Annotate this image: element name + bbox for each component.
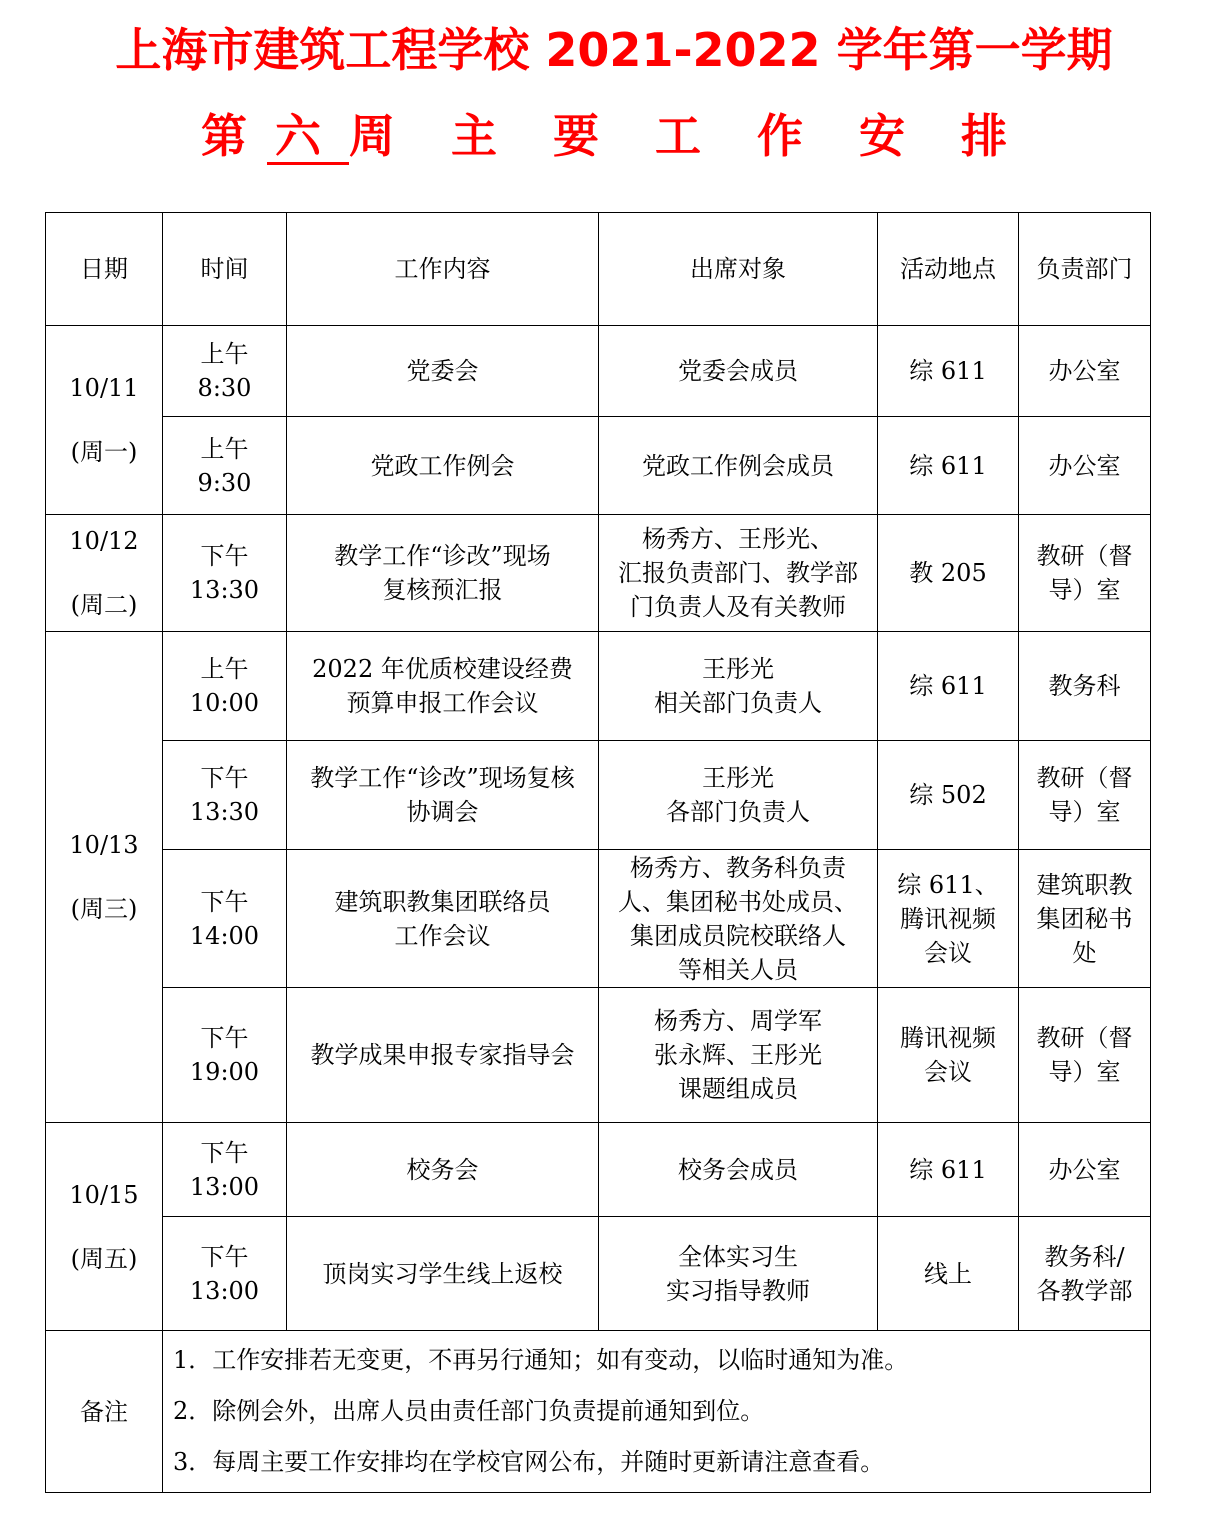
time-value: 13:00 xyxy=(189,1172,260,1201)
table-row xyxy=(46,741,1151,850)
header-attendees: 出席对象 xyxy=(599,213,878,326)
document-subtitle xyxy=(0,104,1228,168)
content-line: 协调会 xyxy=(406,798,479,826)
dept-line: 教务科 xyxy=(1048,672,1121,700)
attendees-line: 杨秀方、教务科负责 xyxy=(630,853,846,882)
time-cell xyxy=(163,326,287,417)
dept-cell xyxy=(1019,1217,1151,1331)
schedule-table xyxy=(45,212,1151,1493)
attendees-cell xyxy=(599,850,878,988)
content-line: 工作会议 xyxy=(394,921,491,950)
table-row xyxy=(46,1217,1151,1331)
table-row xyxy=(46,850,1151,988)
dept-line: 教研（督 xyxy=(1036,1024,1133,1052)
note-item: 2．除例会外，出席人员由责任部门负责提前通知到位。 xyxy=(173,1397,765,1425)
table-row xyxy=(46,632,1151,741)
attendees-line: 门负责人及有关教师 xyxy=(630,593,846,621)
subtitle-prefix: 第 xyxy=(200,109,267,163)
time-period: 下午 xyxy=(200,1138,249,1167)
date-value: 10/15 xyxy=(69,1180,139,1209)
time-cell xyxy=(163,1217,287,1331)
time-period: 下午 xyxy=(200,1242,249,1271)
dept-line: 处 xyxy=(1072,938,1097,967)
attendees-line: 等相关人员 xyxy=(678,955,798,984)
time-period: 下午 xyxy=(200,542,249,570)
table-row xyxy=(46,417,1151,515)
dept-line: 教务科/ xyxy=(1044,1242,1125,1271)
location-line: 腾讯视频 xyxy=(900,1024,996,1052)
dept-cell xyxy=(1019,417,1151,515)
header-location: 活动地点 xyxy=(878,213,1019,326)
dept-line: 导）室 xyxy=(1048,1058,1121,1086)
time-period: 上午 xyxy=(200,340,249,368)
date-cell xyxy=(46,632,163,1123)
header-row xyxy=(46,213,1151,326)
time-period: 下午 xyxy=(200,764,249,792)
content-cell xyxy=(287,741,599,850)
time-cell xyxy=(163,850,287,988)
attendees-line: 集团成员院校联络人 xyxy=(630,921,846,950)
week-number: 六 xyxy=(267,110,349,165)
weekday-value: (周五) xyxy=(70,1244,138,1273)
weekday-value: (周二) xyxy=(70,591,138,619)
dept-line: 建筑职教 xyxy=(1036,870,1133,899)
time-value: 13:00 xyxy=(189,1276,260,1305)
attendees-line: 杨秀方、王彤光、 xyxy=(642,525,834,553)
attendees-line: 王彤光 xyxy=(702,655,774,683)
attendees-cell xyxy=(599,741,878,850)
dept-line: 办公室 xyxy=(1048,357,1121,385)
content-line: 教学成果申报专家指导会 xyxy=(310,1041,575,1069)
time-cell xyxy=(163,1123,287,1217)
time-cell xyxy=(163,988,287,1123)
dept-cell xyxy=(1019,988,1151,1123)
content-line: 教学工作“诊改”现场复核 xyxy=(310,764,575,792)
dept-line: 导）室 xyxy=(1048,798,1121,826)
attendees-cell xyxy=(599,1217,878,1331)
time-period: 下午 xyxy=(200,887,249,916)
content-cell xyxy=(287,632,599,741)
content-line: 教学工作“诊改”现场 xyxy=(334,542,551,570)
note-item: 1．工作安排若无变更，不再另行通知；如有变动，以临时通知为准。 xyxy=(173,1346,909,1374)
content-cell xyxy=(287,988,599,1123)
attendees-line: 相关部门负责人 xyxy=(654,689,822,717)
dept-cell xyxy=(1019,1123,1151,1217)
location-cell xyxy=(878,988,1019,1123)
table-row xyxy=(46,988,1151,1123)
content-line: 复核预汇报 xyxy=(382,576,503,604)
time-cell xyxy=(163,417,287,515)
content-line: 党政工作例会 xyxy=(370,451,515,480)
attendees-line: 全体实习生 xyxy=(678,1242,798,1271)
dept-line: 办公室 xyxy=(1048,451,1121,480)
location-cell xyxy=(878,1217,1019,1331)
content-cell xyxy=(287,417,599,515)
dept-cell xyxy=(1019,741,1151,850)
location-cell xyxy=(878,741,1019,850)
dept-line: 办公室 xyxy=(1048,1155,1121,1184)
location-line: 会议 xyxy=(924,1058,972,1086)
content-line: 预算申报工作会议 xyxy=(346,689,539,717)
attendees-cell xyxy=(599,988,878,1123)
content-cell xyxy=(287,1217,599,1331)
date-value: 10/11 xyxy=(69,374,139,402)
attendees-cell xyxy=(599,326,878,417)
content-line: 2022 年优质校建设经费 xyxy=(312,655,573,683)
attendees-cell xyxy=(599,632,878,741)
date-value: 10/13 xyxy=(69,831,139,859)
table-row xyxy=(46,1123,1151,1217)
attendees-cell xyxy=(599,417,878,515)
location-line: 会议 xyxy=(924,938,972,967)
location-cell xyxy=(878,632,1019,741)
dept-line: 集团秘书 xyxy=(1036,904,1133,933)
location-cell xyxy=(878,1123,1019,1217)
attendees-cell xyxy=(599,515,878,632)
time-value: 8:30 xyxy=(197,374,252,402)
attendees-line: 实习指导教师 xyxy=(666,1276,810,1305)
notes-label: 备注 xyxy=(46,1331,163,1493)
dept-cell xyxy=(1019,326,1151,417)
location-line: 综 611 xyxy=(909,357,987,385)
time-value: 10:00 xyxy=(189,689,260,717)
dept-line: 教研（督 xyxy=(1036,542,1133,570)
content-cell xyxy=(287,850,599,988)
dept-line: 导）室 xyxy=(1048,576,1121,604)
content-line: 党委会 xyxy=(406,357,479,385)
content-cell xyxy=(287,515,599,632)
dept-line: 各教学部 xyxy=(1036,1276,1133,1305)
content-line: 建筑职教集团联络员 xyxy=(334,887,551,916)
location-cell xyxy=(878,515,1019,632)
attendees-line: 校务会成员 xyxy=(678,1155,798,1184)
attendees-line: 人、集团秘书处成员、 xyxy=(618,887,858,916)
location-line: 教 205 xyxy=(909,559,987,587)
dept-cell xyxy=(1019,632,1151,741)
content-cell xyxy=(287,326,599,417)
time-value: 19:00 xyxy=(189,1058,260,1086)
attendees-line: 党政工作例会成员 xyxy=(642,451,834,480)
weekday-value: (周三) xyxy=(70,895,138,923)
content-cell xyxy=(287,1123,599,1217)
time-value: 14:00 xyxy=(189,921,260,950)
location-cell xyxy=(878,326,1019,417)
attendees-cell xyxy=(599,1123,878,1217)
location-line: 综 502 xyxy=(909,781,987,809)
date-cell xyxy=(46,1123,163,1331)
header-dept: 负责部门 xyxy=(1019,213,1151,326)
attendees-line: 课题组成员 xyxy=(678,1075,798,1103)
time-value: 9:30 xyxy=(197,468,252,497)
table-row xyxy=(46,326,1151,417)
location-line: 综 611、 xyxy=(897,870,999,899)
date-cell xyxy=(46,515,163,632)
date-cell xyxy=(46,326,163,515)
location-line: 综 611 xyxy=(909,672,987,700)
time-period: 上午 xyxy=(200,434,249,463)
table-row xyxy=(46,515,1151,632)
location-line: 腾讯视频 xyxy=(900,904,996,933)
time-cell xyxy=(163,515,287,632)
dept-cell xyxy=(1019,515,1151,632)
location-cell xyxy=(878,417,1019,515)
time-value: 13:30 xyxy=(189,576,260,604)
attendees-line: 王彤光 xyxy=(702,764,774,792)
document-title: 上海市建筑工程学校 2021-2022 学年第一学期 xyxy=(115,23,1113,77)
location-line: 综 611 xyxy=(909,1155,987,1184)
time-cell xyxy=(163,741,287,850)
dept-cell xyxy=(1019,850,1151,988)
time-period: 上午 xyxy=(200,655,249,683)
time-period: 下午 xyxy=(200,1024,249,1052)
location-line: 线上 xyxy=(924,1259,972,1288)
header-time: 时间 xyxy=(163,213,287,326)
attendees-line: 党委会成员 xyxy=(678,357,798,385)
content-line: 顶岗实习学生线上返校 xyxy=(322,1259,563,1288)
notes-content xyxy=(163,1331,1151,1493)
location-line: 综 611 xyxy=(909,451,987,480)
header-content: 工作内容 xyxy=(287,213,599,326)
dept-line: 教研（督 xyxy=(1036,764,1133,792)
date-value: 10/12 xyxy=(69,527,139,555)
location-cell xyxy=(878,850,1019,988)
time-cell xyxy=(163,632,287,741)
content-line: 校务会 xyxy=(406,1155,479,1184)
time-value: 13:30 xyxy=(189,798,260,826)
attendees-line: 张永辉、王彤光 xyxy=(654,1041,822,1069)
weekday-value: (周一) xyxy=(70,438,138,466)
attendees-line: 各部门负责人 xyxy=(666,798,810,826)
notes-row xyxy=(46,1331,1151,1493)
note-item: 3．每周主要工作安排均在学校官网公布，并随时更新请注意查看。 xyxy=(173,1448,885,1476)
subtitle-suffix: 周 主 要 工 作 安 排 xyxy=(348,109,1028,163)
header-date: 日期 xyxy=(46,213,163,326)
attendees-line: 杨秀方、周学军 xyxy=(654,1007,822,1035)
attendees-line: 汇报负责部门、教学部 xyxy=(618,559,858,587)
